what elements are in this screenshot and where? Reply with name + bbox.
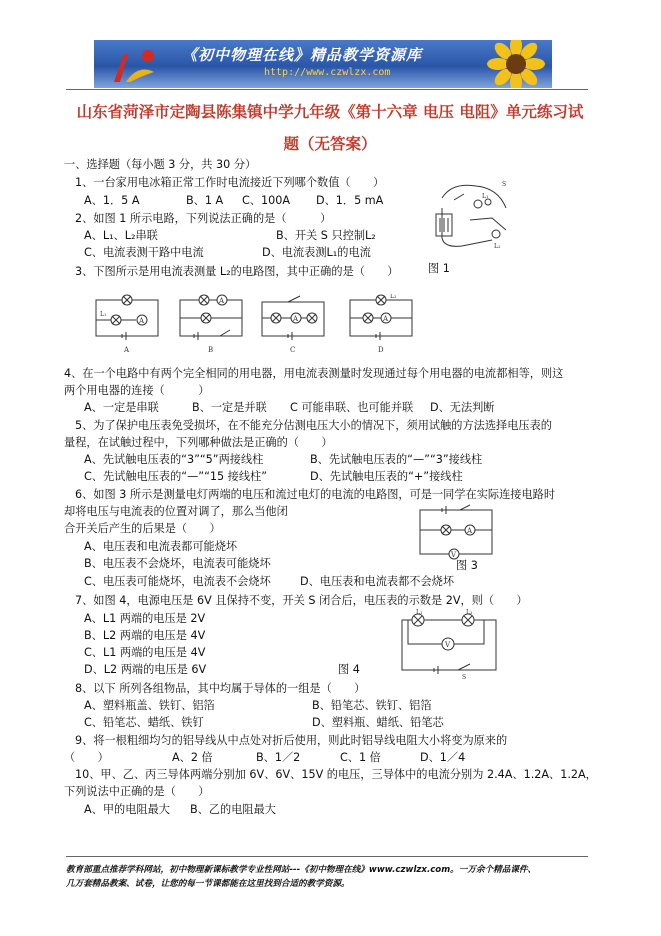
- footer-divider: [66, 856, 588, 857]
- q5-option-c: C、先试触电压表的“—”“15 接线柱”: [84, 470, 268, 483]
- q1-stem: 1、一台家用电冰箱正常工作时电流接近下列哪个数值（ ）: [75, 176, 385, 189]
- q7-stem: 7、如图 4，电源电压是 6V 且保持不变，开关 S 闭合后，电压表的示数是 2V，则（ ）: [75, 594, 528, 607]
- q2-stem: 2、如图 1 所示电路，下列说法正确的是（ ）: [75, 212, 332, 225]
- q10-option-b: B、乙的电阻最大: [190, 803, 276, 816]
- q7-option-d: D、L2 两端的电压是 6V: [84, 663, 207, 676]
- svg-text:L₁: L₁: [100, 311, 107, 318]
- svg-text:V: V: [451, 551, 457, 559]
- figure-1-circuit: [432, 178, 522, 256]
- q3-circuit-c: [258, 294, 328, 354]
- q3-label-a: A: [124, 346, 130, 354]
- q3-label-b: B: [208, 346, 214, 354]
- footer-line-1: 教育部重点推荐学科网站，初中物理新课标教学专业性网站---《初中物理在线》www.czwlzx.com。一万余个精品课件、: [66, 865, 537, 875]
- q7-option-a: A、L1 两端的电压是 2V: [84, 612, 206, 625]
- q2-option-d: D、电流表测L₁的电流: [262, 246, 371, 259]
- banner-title: 《初中物理在线》精品教学资源库: [182, 46, 423, 64]
- q9-option-d: D、1／4: [420, 751, 466, 764]
- figure-3-caption: 图 3: [456, 559, 478, 572]
- q10-stem-1: 10、甲、乙、丙三导体两端分别加 6V、6V、15V 的电压，三导体中的电流分别为 2.4A、1.2A、1.2A，: [75, 768, 597, 781]
- page-title-line1: 山东省菏泽市定陶县陈集镇中学九年级《第十六章 电压 电阻》单元练习试: [76, 103, 584, 121]
- q1-option-d: D、1．5 mA: [316, 194, 384, 207]
- q2-option-a: A、L₁、L₂串联: [84, 229, 158, 242]
- svg-text:V: V: [445, 641, 451, 649]
- q10-stem-2: 下列说法中正确的是（ ）: [64, 785, 210, 798]
- header-banner: [94, 40, 552, 88]
- q5-option-a: A、先试触电压表的“3”“5”两接线柱: [84, 453, 264, 466]
- q8-option-a: A、塑料瓶盖、铁钉、铝箔: [84, 699, 215, 712]
- q4-option-b: B、一定是并联: [192, 401, 267, 414]
- q4-stem-2: 两个用电器的连接（ ）: [64, 384, 210, 397]
- svg-text:L₂: L₂: [466, 609, 473, 616]
- svg-text:L₂: L₂: [390, 294, 397, 300]
- q6-option-d: D、电压表和电流表都不会烧坏: [300, 575, 455, 588]
- sunflower-icon: [486, 40, 546, 88]
- svg-text:S: S: [462, 674, 467, 680]
- q9-option-c: C、1 倍: [340, 751, 381, 764]
- q6-option-a: A、电压表和电流表都可能烧坏: [84, 540, 238, 553]
- q9-option-a: A、2 倍: [172, 751, 213, 764]
- banner-url[interactable]: http://www.czwlzx.com: [264, 67, 391, 78]
- q3-circuit-d: [346, 294, 416, 354]
- q2-option-b: B、开关 S 只控制L₂: [276, 229, 376, 242]
- figure-3-circuit: [416, 504, 496, 562]
- q6-option-c: C、电压表可能烧坏，电流表不会烧坏: [84, 575, 271, 588]
- q2-option-c: C、电流表测干路中电流: [84, 246, 204, 259]
- q1-option-b: B、1 A: [186, 194, 224, 207]
- q6-stem-1: 6、如图 3 所示是测量电灯两端的电压和流过电灯的电流的电路图，可是一同学在实际连接电路时: [75, 488, 556, 501]
- figure-4-caption: 图 4: [338, 663, 360, 676]
- q1-option-a: A、1．5 A: [84, 194, 140, 207]
- q7-option-c: C、L1 两端的电压是 4V: [84, 646, 206, 659]
- q10-option-a: A、甲的电阻最大: [84, 803, 170, 816]
- q7-option-b: B、L2 两端的电压是 4V: [84, 629, 206, 642]
- q3-circuit-b: [176, 294, 246, 354]
- q3-label-c: C: [290, 346, 296, 354]
- svg-text:S: S: [502, 181, 507, 188]
- page-title-line2: 题（无答案）: [283, 135, 377, 153]
- footer-line-2: 几万套精品教案、试卷，让您的每一节课都能在这里找到合适的教学资源。: [66, 879, 350, 889]
- svg-text:L₁: L₁: [416, 609, 423, 616]
- svg-text:A: A: [139, 317, 145, 325]
- svg-text:A: A: [467, 527, 473, 535]
- q6-stem-3: 合开关后产生的后果是（ ）: [64, 522, 221, 535]
- q6-option-b: B、电压表不会烧坏，电流表可能烧坏: [84, 557, 271, 570]
- q3-label-d: D: [378, 346, 384, 354]
- q5-stem-1: 5、为了保护电压表免受损坏，在不能充分估测电压大小的情况下，须用试触的方法选择电压表的: [75, 419, 552, 432]
- q4-option-d: D、无法判断: [430, 401, 495, 414]
- figure-4-circuit: [398, 608, 500, 680]
- page-title: [60, 96, 600, 160]
- svg-text:A: A: [383, 315, 389, 323]
- q8-option-b: B、铅笔芯、铁钉、铝箔: [312, 699, 432, 712]
- q8-option-c: C、铅笔芯、蜡纸、铁钉: [84, 716, 204, 729]
- figure-1-caption: 图 1: [428, 262, 450, 275]
- q6-stem-2: 却将电压与电流表的位置对调了，那么当他闭: [64, 505, 288, 518]
- q3-circuit-a: [92, 294, 162, 354]
- q1-option-c: C、100A: [242, 194, 291, 207]
- q5-option-d: D、先试触电压表的“+”接线柱: [310, 470, 463, 483]
- q4-option-c: C 可能串联、也可能并联: [290, 401, 414, 414]
- svg-text:A: A: [293, 315, 299, 323]
- q3-stem: 3、下图所示是用电流表测量 L₂的电路图，其中正确的是（ ）: [75, 265, 399, 278]
- q9-blank: （ ）: [64, 751, 109, 764]
- svg-text:A: A: [219, 297, 225, 305]
- svg-text:L₂: L₂: [494, 243, 501, 250]
- header-divider: [66, 89, 588, 90]
- q5-option-b: B、先试触电压表的“—”“3”接线柱: [310, 453, 483, 466]
- section-heading: 一、选择题（每小题 3 分，共 30 分）: [64, 158, 257, 171]
- q8-stem: 8、以下 所列各组物品，其中均属于导体的一组是（ ）: [75, 682, 366, 695]
- banner-logo-icon: [108, 46, 160, 86]
- q9-stem: 9、将一根粗细均匀的铝导线从中点处对折后使用，则此时铝导线电阻大小将变为原来的: [75, 734, 508, 747]
- q8-option-d: D、塑料瓶、蜡纸、铅笔芯: [312, 716, 444, 729]
- q4-option-a: A、一定是串联: [84, 401, 159, 414]
- q9-option-b: B、1／2: [256, 751, 301, 764]
- svg-text:L₁: L₁: [482, 193, 489, 200]
- q4-stem-1: 4、在一个电路中有两个完全相同的用电器，用电流表测量时发现通过每个用电器的电流都相等，则这: [64, 367, 564, 380]
- q5-stem-2: 量程，在试触过程中，下列哪种做法是正确的（ ）: [64, 436, 333, 449]
